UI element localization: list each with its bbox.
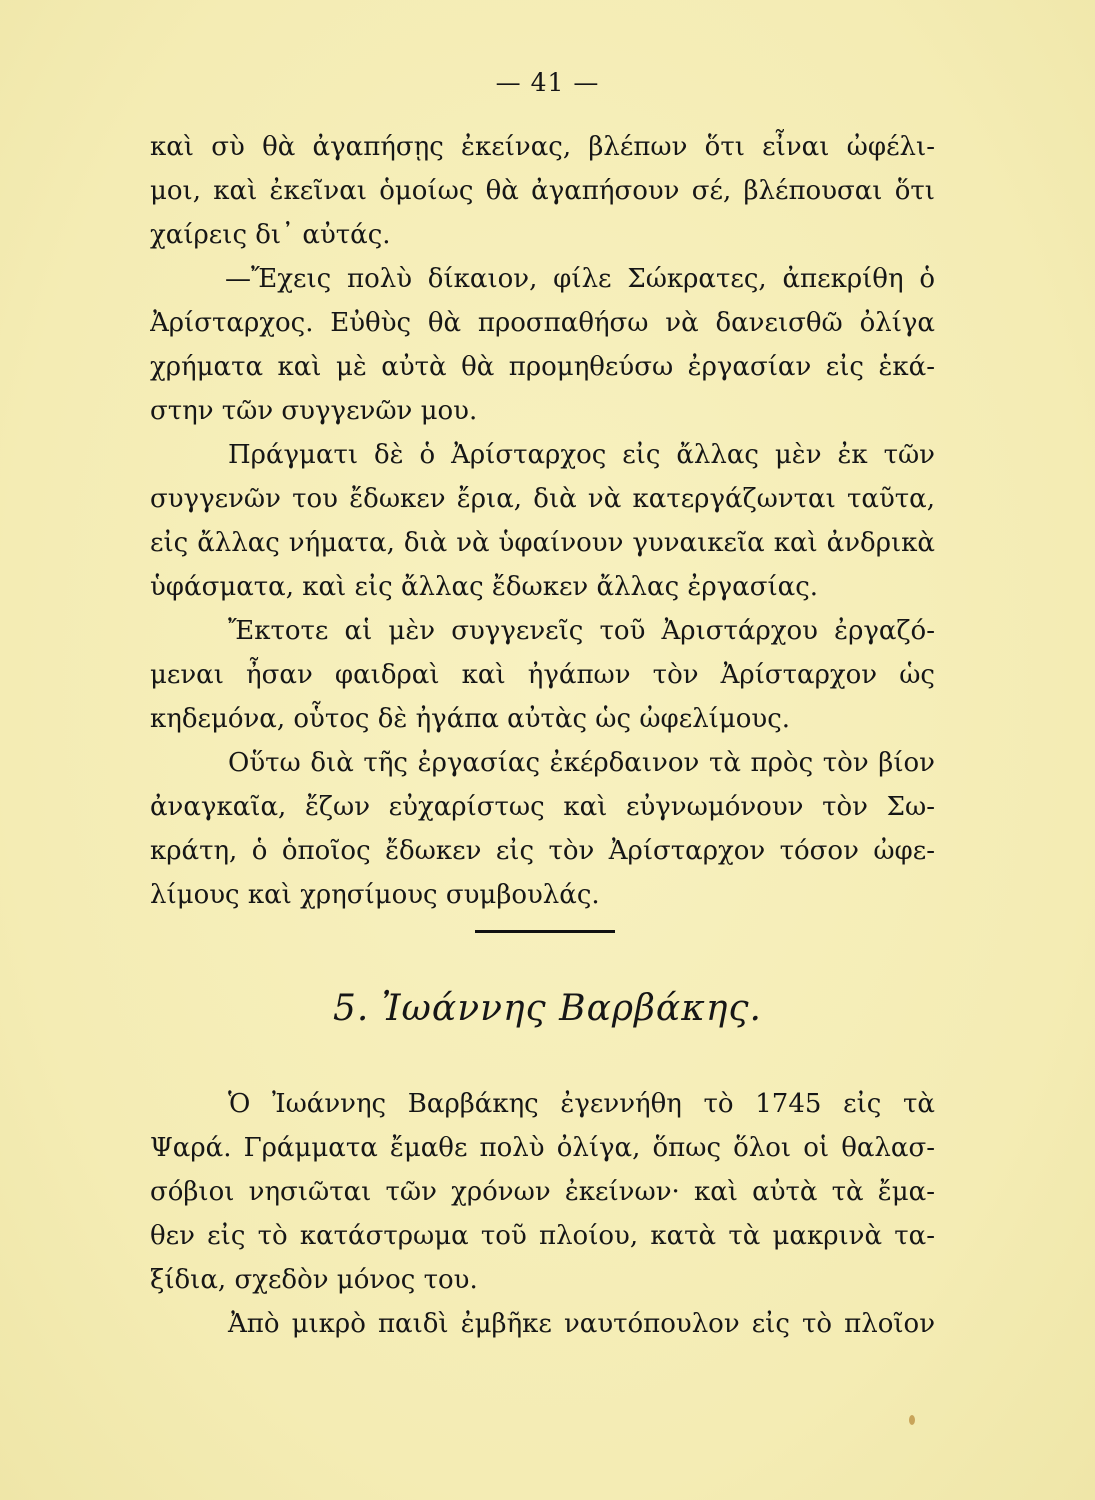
text-line: Ὁ Ἰωάννης Βαρβάκης ἐγεννήθη τὸ 1745 εἰς τὰ <box>228 1089 935 1119</box>
page-number: — 41 — <box>495 68 600 97</box>
text-line: συγγενῶν του ἔδωκεν ἔρια, διὰ νὰ κατεργάζωνται ταῦτα, <box>150 484 935 514</box>
text-line: εἰς ἄλλας νήματα, διὰ νὰ ὑφαίνουν γυναικεῖα καὶ ἀνδρικὰ <box>150 528 935 558</box>
text-line: λίμους καὶ χρησίμους συμβουλάς. <box>150 880 600 910</box>
section-heading: 5. Ἰωάννης Βαρβάκης. <box>333 988 762 1029</box>
text-line: σόβιοι νησιῶται τῶν χρόνων ἐκείνων· καὶ αὐτὰ τὰ ἔμα- <box>150 1177 935 1207</box>
text-line: χρήματα καὶ μὲ αὐτὰ θὰ προμηθεύσω ἐργασίαν εἰς ἑκά- <box>150 352 935 382</box>
text-line: χαίρεις δι᾽ αὐτάς. <box>150 220 391 250</box>
text-line: στην τῶν συγγενῶν μου. <box>150 396 478 426</box>
section-divider <box>475 930 615 933</box>
text-line: καὶ σὺ θὰ ἀγαπήσῃς ἐκείνας, βλέπων ὅτι εἶναι ὠφέλι- <box>150 132 935 162</box>
text-line: μεναι ἦσαν φαιδραὶ καὶ ἠγάπων τὸν Ἀρίσταρχον ὡς <box>150 660 935 690</box>
text-line: ἀναγκαῖα, ἔζων εὐχαρίστως καὶ εὐγνωμόνουν τὸν Σω- <box>150 792 935 822</box>
text-line: —Ἔχεις πολὺ δίκαιον, φίλε Σώκρατες, ἀπεκρίθη ὁ <box>225 264 935 294</box>
text-line: θεν εἰς τὸ κατάστρωμα τοῦ πλοίου, κατὰ τὰ μακρινὰ τα- <box>150 1221 935 1251</box>
text-line: Ἀπὸ μικρὸ παιδὶ ἐμβῆκε ναυτόπουλον εἰς τὸ πλοῖον <box>228 1309 935 1339</box>
text-line: Ἔκτοτε αἱ μὲν συγγενεῖς τοῦ Ἀριστάρχου ἐργαζό- <box>228 616 935 646</box>
text-line: Ἀρίσταρχος. Εὐθὺς θὰ προσπαθήσω νὰ δανεισθῶ ὀλίγα <box>150 308 935 338</box>
text-block-bottom <box>150 1082 935 1346</box>
text-line: κράτη, ὁ ὁποῖος ἔδωκεν εἰς τὸν Ἀρίσταρχον τόσον ὠφε- <box>150 836 935 866</box>
text-line: ὑφάσματα, καὶ εἰς ἄλλας ἔδωκεν ἄλλας ἐργασίας. <box>150 572 819 602</box>
text-line: Οὕτω διὰ τῆς ἐργασίας ἐκέρδαινον τὰ πρὸς τὸν βίον <box>228 748 935 778</box>
text-line: Πράγματι δὲ ὁ Ἀρίσταρχος εἰς ἄλλας μὲν ἐκ τῶν <box>228 440 935 470</box>
text-line: κηδεμόνα, οὗτος δὲ ἠγάπα αὐτὰς ὡς ὠφελίμους. <box>150 704 791 734</box>
text-line: Ψαρά. Γράμματα ἔμαθε πολὺ ὀλίγα, ὅπως ὅλοι οἱ θαλασ- <box>150 1133 935 1163</box>
text-block-top <box>150 125 935 917</box>
text-line: μοι, καὶ ἐκεῖναι ὁμοίως θὰ ἀγαπήσουν σέ, βλέπουσαι ὅτι <box>150 176 935 206</box>
text-line: ξίδια, σχεδὸν μόνος του. <box>150 1265 478 1295</box>
ink-spot <box>909 1415 915 1425</box>
